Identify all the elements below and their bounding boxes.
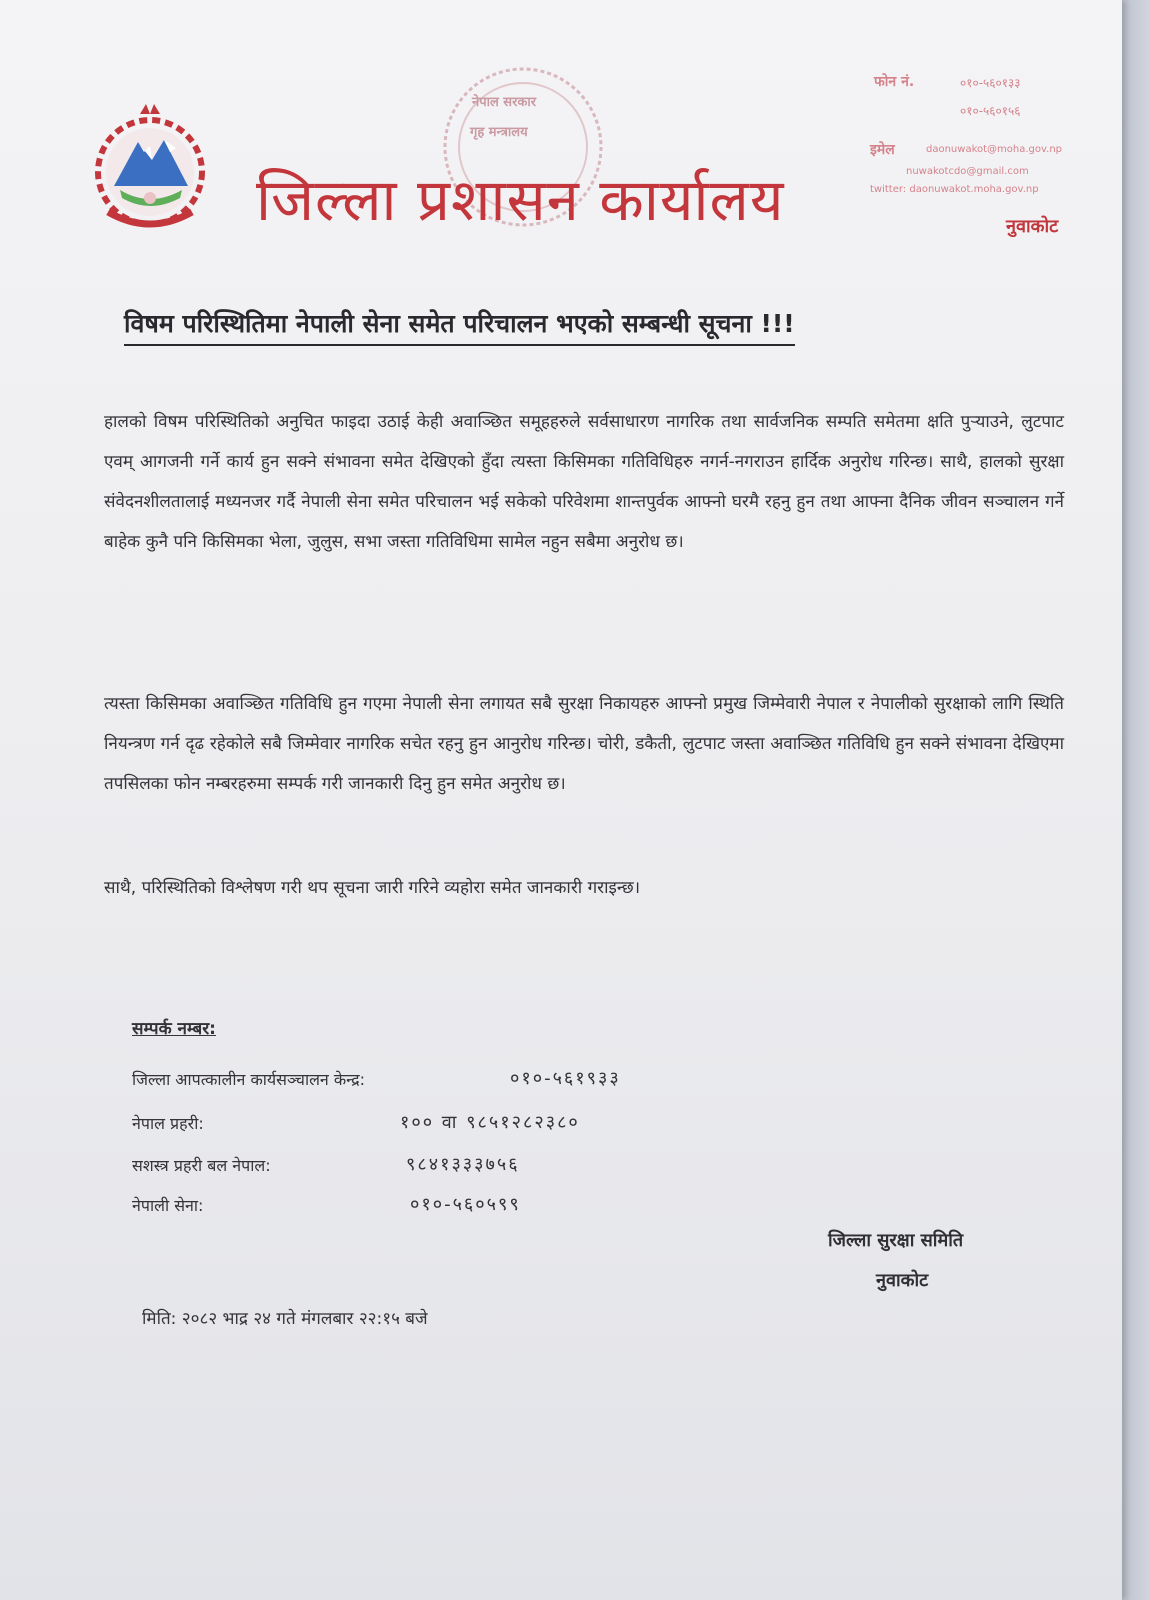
contact-number: ०१०-५६१९३३ bbox=[510, 1068, 621, 1089]
contact-number: १०० वा ९८५१२८२३८० bbox=[400, 1112, 580, 1133]
signature-district: नुवाकोट bbox=[876, 1270, 929, 1291]
contact-heading: सम्पर्क नम्बर: bbox=[132, 1019, 216, 1039]
nepal-emblem-icon bbox=[80, 100, 220, 240]
issue-date: मिति: २०८२ भाद्र २४ गते मंगलबार २२:१५ बजे bbox=[142, 1309, 428, 1329]
desk-edge bbox=[1122, 0, 1150, 1600]
office-name: जिल्ला प्रशासन कार्यालय bbox=[256, 166, 785, 234]
phone-label: फोन नं. bbox=[874, 74, 915, 90]
notice-paragraph-2: त्यस्ता किसिमका अवाञ्छित गतिविधि हुन गएमा नेपाली सेना लगायत सबै सुरक्षा निकायहरु आफ्नो प्रमुख जिम्मेवारी नेपाल र नेपालीको सुरक्षाको लागि स्थिति नियन्त्रण गर्न दृढ रहेकोले सबै जिम्मेवार नागरिक सचेत रहनु हुन आनुरोध गरिन्छ। चोरी, डकैती, लुटपाट जस्ता अवाञ्छित गतिविधि हुन सक्ने संभावना देखिएमा तपसिलका फोन नम्बरहरुमा सम्पर्क गरी जानकारी दिनु हुन समेत अनुरोध छ। bbox=[104, 694, 1064, 794]
contact-row bbox=[132, 1112, 832, 1152]
notice-paragraph-3: साथै, परिस्थितिको विश्लेषण गरी थप सूचना जारी गरिने व्यहोरा समेत जानकारी गराइन्छ। bbox=[104, 878, 641, 898]
stamp-line-1: नेपाल सरकार bbox=[472, 95, 537, 110]
phone-number-1: ०१०-५६०१३३ bbox=[960, 76, 1021, 90]
contact-number: ९८४१३३३७५६ bbox=[406, 1154, 520, 1175]
letterhead-district: नुवाकोट bbox=[1006, 216, 1059, 237]
contact-row bbox=[132, 1068, 832, 1108]
email-2: nuwakotcdo@gmail.com bbox=[906, 166, 1029, 177]
contact-number: ०१०-५६०५९९ bbox=[410, 1194, 521, 1215]
contact-label: नेपाली सेना: bbox=[132, 1196, 204, 1215]
contact-row bbox=[132, 1194, 832, 1234]
contact-row bbox=[132, 1154, 832, 1194]
contact-label: सशस्त्र प्रहरी बल नेपाल: bbox=[132, 1156, 271, 1175]
contact-label: नेपाल प्रहरी: bbox=[132, 1114, 204, 1133]
notice-paragraph-1: हालको विषम परिस्थितिको अनुचित फाइदा उठाई केही अवाञ्छित समूहहरुले सर्वसाधारण नागरिक तथा सार्वजनिक सम्पति समेतमा क्षति पुऱ्याउने, लुटपाट एवम् आगजनी गर्ने कार्य हुन सक्ने संभावना समेत देखिएको हुँदा त्यस्ता किसिमका गतिविधिहरु नगर्न-नगराउन हार्दिक अनुरोध गरिन्छ। साथै, हालको सुरक्षा संवेदनशीलतालाई मध्यनजर गर्दै नेपाली सेना समेत परिचालन भई सकेको परिवेशमा शान्तपुर्वक आफ्नो घरमै रहनु हुन तथा आफ्ना दैनिक जीवन सञ्चालन गर्ने बाहेक कुनै पनि किसिमका भेला, जुलुस, सभा जस्ता गतिविधिमा सामेल नहुन सबैमा अनुरोध छ। bbox=[104, 412, 1064, 552]
signature-committee: जिल्ला सुरक्षा समिति bbox=[828, 1230, 964, 1251]
email-3: twitter: daonuwakot.moha.gov.np bbox=[870, 184, 1039, 195]
email-label: इमेल bbox=[870, 142, 895, 158]
stamp-line-2: गृह मन्त्रालय bbox=[470, 125, 528, 140]
contact-label: जिल्ला आपत्कालीन कार्यसञ्चालन केन्द्र: bbox=[132, 1070, 366, 1089]
notice-title: विषम परिस्थितिमा नेपाली सेना समेत परिचालन भएको सम्बन्धी सूचना !!! bbox=[124, 306, 795, 346]
email-1: daonuwakot@moha.gov.np bbox=[926, 144, 1063, 155]
phone-number-2: ०१०-५६०१५६ bbox=[960, 104, 1021, 118]
